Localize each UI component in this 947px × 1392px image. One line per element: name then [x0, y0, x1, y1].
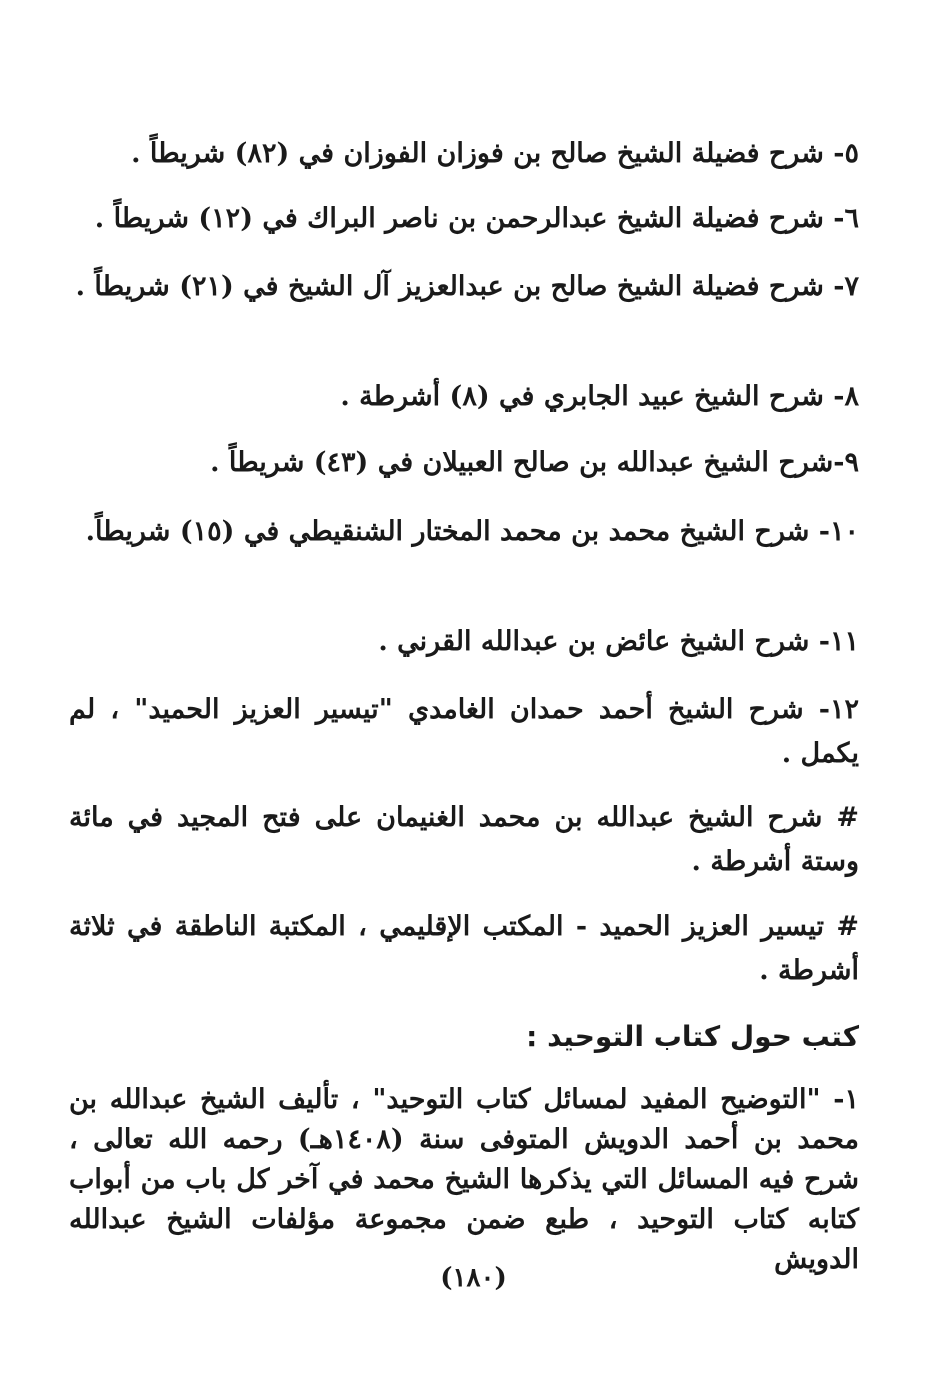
paragraph-tawdih-mufid: ١- "التوضيح المفيد لمسائل كتاب التوحيد" ، تأليف الشيخ عبدالله بن محمد بن أحمد الدويش المتوفى سنة (١٤٠٨هـ) رحمه الله تعالى ، شرح فيه المسائل التي يذكرها الشيخ محمد في آخر كل باب من أبواب كتابه كتاب التوحيد ، طبع ضمن مجموعة مؤلفات الشيخ عبدالله الدويش	[69, 1084, 859, 1275]
list-item-9: ٩-شرح الشيخ عبدالله بن صالح العبيلان في (٤٣) شريطاً .	[210, 447, 859, 478]
page-number: (١٨٠)	[440, 1263, 507, 1293]
list-item-10: ١٠- شرح الشيخ محمد بن محمد المختار الشنقيطي في (١٥) شريطاً.	[85, 516, 859, 547]
list-item-11: ١١- شرح الشيخ عائض بن عبدالله القرني .	[378, 626, 859, 657]
note-taysir-recording: # تيسير العزيز الحميد - المكتب الإقليمي ، المكتبة الناطقة في ثلاثة أشرطة .	[69, 911, 859, 986]
list-item-5: ٥- شرح فضيلة الشيخ صالح بن فوزان الفوزان في (٨٢) شريطاً .	[131, 138, 859, 169]
list-item-6: ٦- شرح فضيلة الشيخ عبدالرحمن بن ناصر البراك في (١٢) شريطاً .	[94, 203, 859, 234]
list-item-8: ٨- شرح الشيخ عبيد الجابري في (٨) أشرطة .	[340, 381, 859, 412]
list-item-7: ٧- شرح فضيلة الشيخ صالح بن عبدالعزيز آل الشيخ في (٢١) شريطاً .	[75, 271, 859, 302]
section-heading: كتب حول كتاب التوحيد :	[526, 1020, 859, 1053]
note-ghunayman: # شرح الشيخ عبدالله بن محمد الغنيمان على فتح المجيد في مائة وستة أشرطة .	[69, 802, 859, 877]
list-item-12: ١٢- شرح الشيخ أحمد حمدان الغامدي "تيسير العزيز الحميد" ، لم يكمل .	[69, 694, 859, 769]
